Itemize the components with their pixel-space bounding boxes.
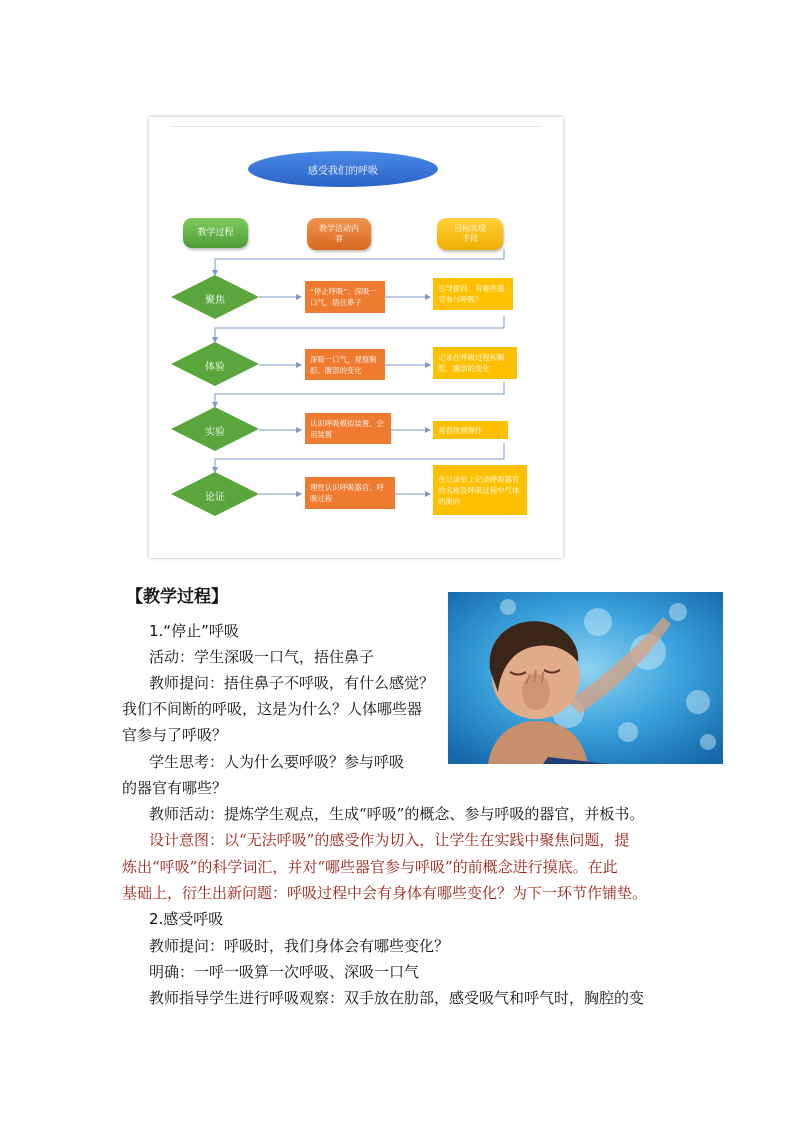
design-intent-line: 设计意图：以“无法呼吸”的感受作为切入，让学生在实践中聚焦问题，提 xyxy=(149,831,630,849)
header-process: 教学过程 xyxy=(183,218,248,248)
stage-2-label: 体验 xyxy=(205,362,225,373)
paragraph-line: 明确：一呼一吸算一次呼吸、深吸一口气 xyxy=(149,963,420,981)
paragraph-line: 官参与了呼吸？ xyxy=(122,726,228,744)
header-activity: 教学活动内容 xyxy=(307,218,371,250)
paragraph-line: 我们不间断的呼吸，这是为什么？人体哪些器 xyxy=(122,700,423,718)
swimmer-illustration xyxy=(448,592,723,764)
flowchart xyxy=(149,117,563,558)
paragraph-line: 学生思考：人为什么要呼吸？参与呼吸 xyxy=(149,753,405,771)
header-goal: 目标实现手段 xyxy=(437,218,503,250)
paragraph-line: 教师提问：捂住鼻子不呼吸，有什么感觉？ xyxy=(149,674,435,692)
heading-feel-breathing: 2.感受呼吸 xyxy=(149,910,224,928)
stage-4-label: 论证 xyxy=(205,492,225,503)
design-intent-line: 炼出“呼吸”的科学词汇，并对“哪些器官参与呼吸”的前概念进行摸底。在此 xyxy=(122,858,618,876)
stage-1-label: 聚焦 xyxy=(205,295,225,306)
stage-2-goal: 记录在呼吸过程和胸腔、腹部的变化 xyxy=(433,347,517,379)
design-intent-line: 基础上，衍生出新问题：呼吸过程中会有身体有哪些变化？为下一环节作铺垫。 xyxy=(122,884,648,902)
heading-stop-breathing: 1.“停止”呼吸 xyxy=(149,622,239,640)
paragraph-line: 的器官有哪些？ xyxy=(122,779,228,797)
paragraph-line: 教师活动：提炼学生观点，生成“呼吸”的概念、参与呼吸的器官，并板书。 xyxy=(149,805,645,823)
stage-3-goal: 观看视频操作 xyxy=(433,421,508,439)
paragraph-line: 活动：学生深吸一口气，捂住鼻子 xyxy=(149,648,375,666)
stage-3-label: 实验 xyxy=(205,427,225,438)
stage-3-activity: 认识呼吸模拟装置、会用装置 xyxy=(305,413,391,444)
swimmer-photo xyxy=(448,592,723,764)
stage-4-goal: 在记录单上记录呼吸器官的名称及呼吸过程中气体的流向 xyxy=(433,465,527,515)
stage-1-activity: “停止呼吸”：深吸一口气，捂住鼻子 xyxy=(305,281,385,313)
paragraph-line: 教师提问：呼吸时，我们身体会有哪些变化？ xyxy=(149,937,450,955)
paragraph-line: 教师指导学生进行呼吸观察：双手放在肋部，感受吸气和呼气时，胸腔的变 xyxy=(149,989,645,1007)
flowchart-title: 感受我们的呼吸 xyxy=(248,151,438,187)
stage-2-activity: 深吸一口气，观察胸腔、腹部的变化 xyxy=(305,349,385,380)
section-title: 【教学过程】 xyxy=(126,587,228,607)
stage-1-goal: 引导提问：有哪些器官参与呼吸？ xyxy=(433,278,513,310)
stage-4-activity: 理性认识呼吸器官、呼吸过程 xyxy=(305,477,395,509)
